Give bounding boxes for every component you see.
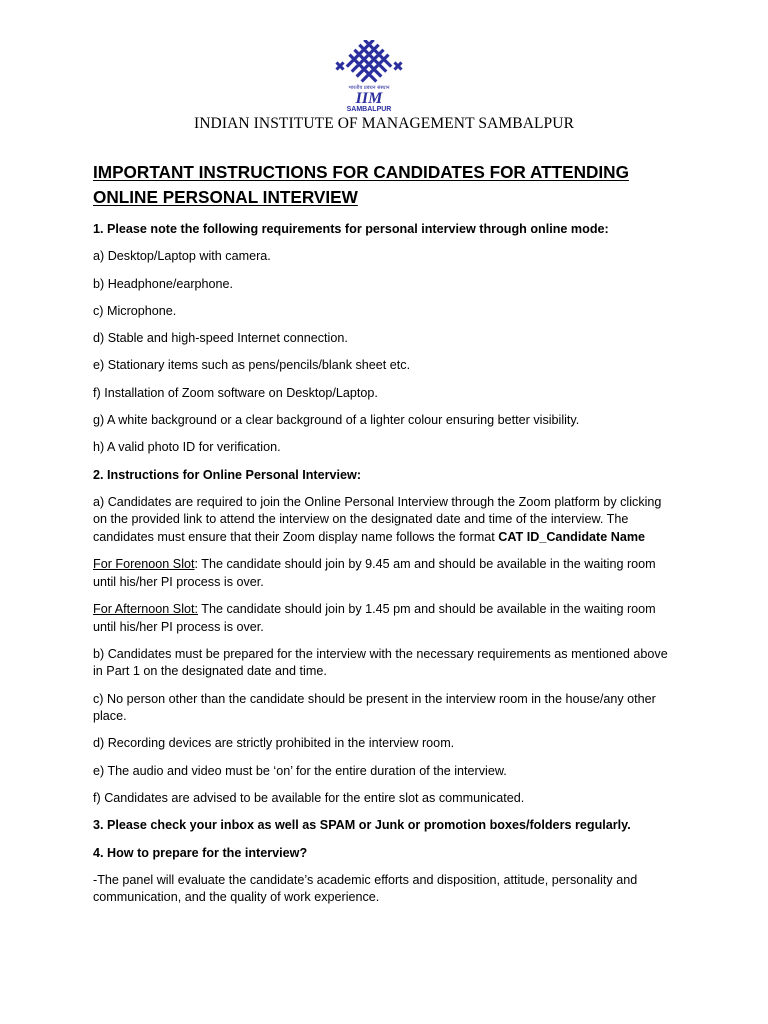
section-3-heading: 3. Please check your inbox as well as SPAM or Junk or promotion boxes/folders regularly.: [93, 818, 631, 833]
zoom-name-format: CAT ID_Candidate Name: [498, 529, 646, 544]
requirement-item: a) Desktop/Laptop with camera.: [93, 249, 271, 264]
forenoon-slot-text: : The candidate should join by 9.45 am and should be available in the waiting room until his/her PI process is over.: [93, 557, 656, 589]
afternoon-slot-paragraph: [93, 601, 675, 636]
section-4-heading: 4. How to prepare for the interview?: [93, 845, 308, 860]
requirement-item: f) Installation of Zoom software on Desktop/Laptop.: [93, 385, 378, 400]
forenoon-slot-paragraph: [93, 556, 675, 591]
requirement-item: d) Stable and high-speed Internet connection.: [93, 331, 348, 346]
requirement-item: h) A valid photo ID for verification.: [93, 440, 281, 455]
requirement-item: g) A white background or a clear background of a lighter colour ensuring better visibility.: [93, 413, 580, 428]
requirement-item: e) Stationary items such as pens/pencils/blank sheet etc.: [93, 358, 411, 373]
instruction-item: b) Candidates must be prepared for the interview with the necessary requirements as mentioned above in Part 1 on the designated date and time.: [93, 646, 668, 679]
institute-name: INDIAN INSTITUTE OF MANAGEMENT SAMBALPUR: [193, 115, 575, 132]
logo-sambalpur-text: SAMBALPUR: [346, 106, 392, 112]
instruction-item: f) Candidates are advised to be available for the entire slot as communicated.: [93, 791, 525, 806]
document-body: [93, 221, 675, 917]
instruction-a-text: a) Candidates are required to join the Online Personal Interview through the Zoom platform by clicking on the provided link to attend the interview on the designated date and time of the interview. The candidates must ensure that their Zoom display name follows the format: [93, 494, 662, 544]
document-title: [93, 160, 693, 210]
section-4-text: -The panel will evaluate the candidate’s academic efforts and disposition, attitude, personality and communication, and the quality of work experience.: [93, 872, 638, 905]
forenoon-slot-label: For Forenoon Slot: [93, 557, 195, 572]
requirement-item: c) Microphone.: [93, 303, 177, 318]
title-line-2: ONLINE PERSONAL INTERVIEW: [93, 187, 358, 207]
instruction-item-a: [93, 494, 675, 547]
section-2-heading: 2. Instructions for Online Personal Interview:: [93, 467, 362, 482]
title-line-1: IMPORTANT INSTRUCTIONS FOR CANDIDATES FOR ATTENDING: [93, 162, 629, 182]
section-1-heading: 1. Please note the following requirements for personal interview through online mode:: [93, 222, 609, 236]
logo-hindi-text: भारतीय प्रबंधन संस्थान: [348, 85, 390, 91]
logo-iim-text: IIM: [355, 90, 383, 107]
afternoon-slot-text: The candidate should join by 1.45 pm and should be available in the waiting room until his/her PI process is over.: [93, 602, 656, 634]
requirement-item: b) Headphone/earphone.: [93, 276, 234, 291]
instruction-item: c) No person other than the candidate should be present in the interview room in the house/any other place.: [93, 691, 656, 724]
iim-sambalpur-logo: [332, 40, 406, 112]
instruction-item: d) Recording devices are strictly prohibited in the interview room.: [93, 736, 455, 751]
instruction-item: e) The audio and video must be ‘on’ for the entire duration of the interview.: [93, 763, 507, 778]
afternoon-slot-label: For Afternoon Slot:: [93, 602, 199, 617]
